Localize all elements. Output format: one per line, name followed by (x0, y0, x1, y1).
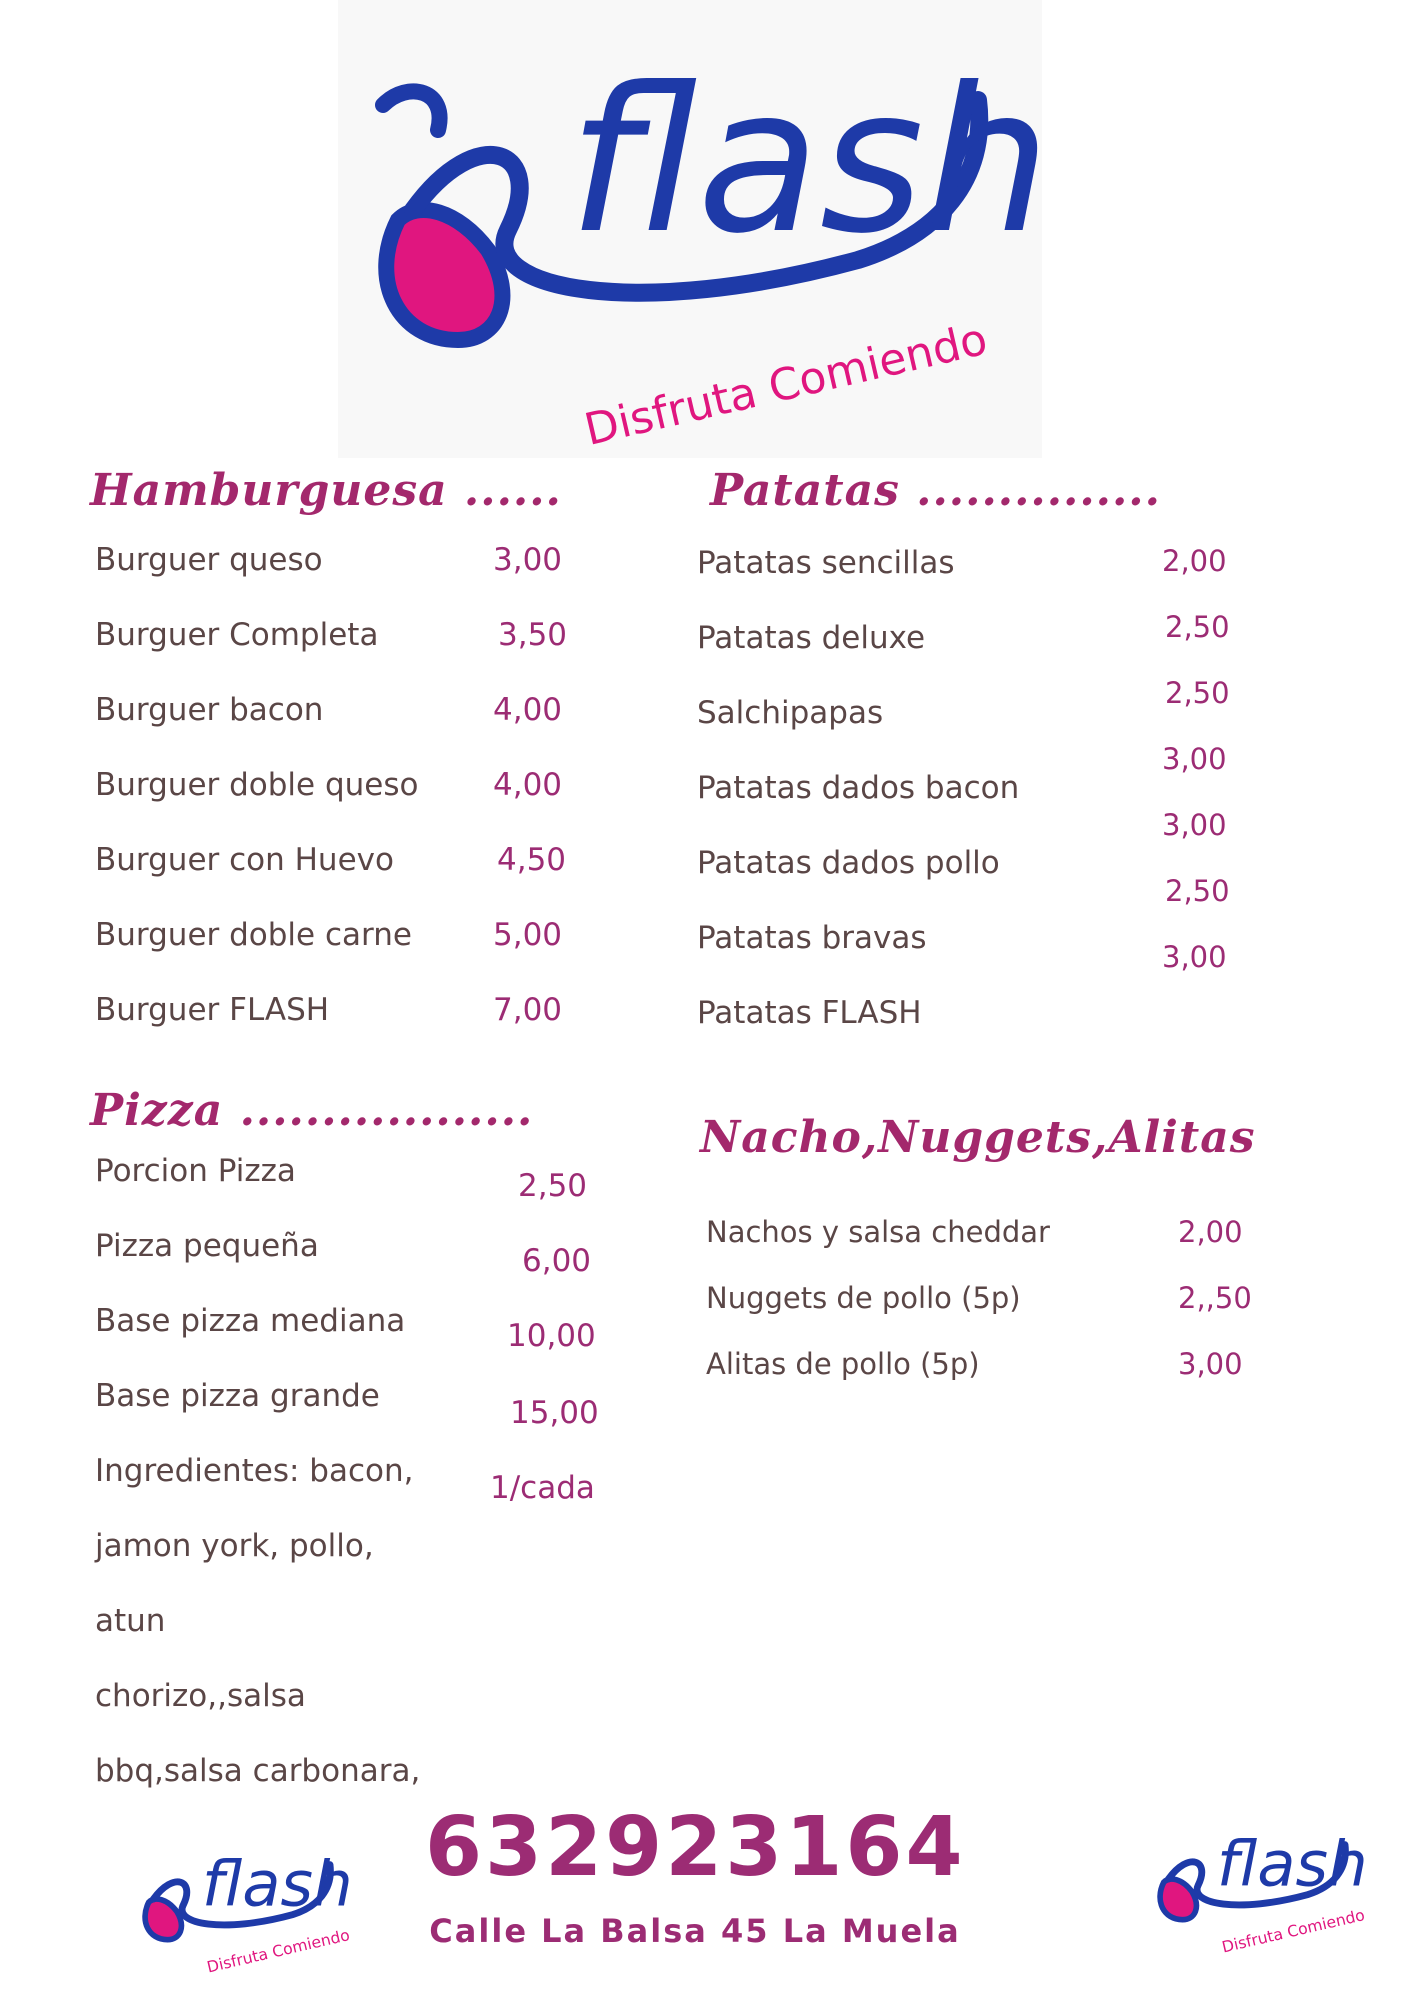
menu-price: 2,50 (1165, 874, 1230, 908)
menu-item: Burguer con Huevo (95, 842, 394, 878)
svg-text:Disfruta Comiendo: Disfruta Comiendo (579, 313, 993, 456)
menu-item: Burguer FLASH (95, 992, 330, 1028)
menu-item: Patatas deluxe (697, 620, 926, 656)
phone-number: 632923164 (425, 1800, 966, 1895)
menu-price: 5,00 (493, 917, 563, 953)
menu-price: 2,50 (1165, 676, 1230, 710)
flash-logo-icon (1145, 1810, 1365, 1960)
menu-price: 3,00 (493, 542, 563, 578)
menu-item: Salchipapas (697, 695, 884, 731)
menu-item: Porcion Pizza (95, 1153, 296, 1189)
menu-price: 3,00 (1162, 742, 1227, 776)
menu-item: Patatas FLASH (697, 995, 922, 1031)
menu-item: Patatas sencillas (697, 545, 955, 581)
menu-price: 4,50 (497, 842, 567, 878)
pizza-heading: Pizza .................. (90, 1085, 534, 1136)
menu-item: Pizza pequeña (95, 1228, 319, 1264)
menu-price: 10,00 (507, 1318, 596, 1354)
menu-price: 2,,50 (1178, 1281, 1252, 1315)
menu-price: 3,00 (1162, 940, 1227, 974)
menu-item: Burguer bacon (95, 692, 324, 728)
menu-item: Burguer Completa (95, 617, 379, 653)
menu-item: Nachos y salsa cheddar (706, 1215, 1050, 1249)
menu-item: Alitas de pollo (5p) (706, 1347, 980, 1381)
svg-text:Disfruta Comiendo: Disfruta Comiendo (205, 1926, 350, 1977)
menu-price: 1/cada (490, 1470, 595, 1506)
patatas-heading: Patatas ............... (710, 465, 1161, 516)
menu-item: Nuggets de pollo (5p) (706, 1281, 1021, 1315)
main-logo (338, 0, 1042, 458)
svg-text:flash: flash (1216, 1827, 1365, 1901)
menu-price: 2,50 (518, 1168, 588, 1204)
address: Calle La Balsa 45 La Muela (429, 1912, 961, 1950)
ingredient-line: atun (95, 1603, 166, 1639)
menu-price: 3,00 (1178, 1347, 1243, 1381)
menu-price: 15,00 (510, 1395, 599, 1431)
menu-price: 2,00 (1162, 544, 1227, 578)
ingredient-line: jamon york, pollo, (95, 1528, 374, 1564)
menu-price: 3,50 (498, 617, 568, 653)
menu-price: 6,00 (522, 1243, 592, 1279)
ingredient-line: bbq,salsa carbonara, (95, 1753, 421, 1789)
menu-item: Base pizza grande (95, 1378, 380, 1414)
menu-item: Base pizza mediana (95, 1303, 406, 1339)
menu-price: 2,00 (1178, 1215, 1243, 1249)
footer-logo-left (130, 1830, 350, 1980)
menu-price: 4,00 (493, 692, 563, 728)
nachos-heading: Nacho,Nuggets,Alitas (700, 1112, 1256, 1163)
flash-logo-icon (130, 1830, 350, 1980)
ingredient-line: chorizo,,salsa (95, 1678, 306, 1714)
menu-item: Ingredientes: bacon, (95, 1453, 414, 1489)
menu-item: Burguer queso (95, 542, 323, 578)
menu-price: 2,50 (1165, 610, 1230, 644)
svg-text:flash: flash (568, 45, 1042, 278)
menu-price: 4,00 (493, 767, 563, 803)
svg-text:flash: flash (201, 1847, 350, 1921)
menu-price: 7,00 (493, 992, 563, 1028)
menu-item: Patatas bravas (697, 920, 927, 956)
footer-logo-right (1145, 1810, 1365, 1960)
flash-logo-icon (338, 0, 1042, 458)
svg-text:Disfruta Comiendo: Disfruta Comiendo (1220, 1906, 1365, 1957)
menu-item: Burguer doble queso (95, 767, 419, 803)
menu-price: 3,00 (1162, 808, 1227, 842)
hamburguesa-heading: Hamburguesa ...... (90, 465, 562, 516)
menu-item: Patatas dados bacon (697, 770, 1020, 806)
menu-item: Burguer doble carne (95, 917, 412, 953)
menu-item: Patatas dados pollo (697, 845, 1000, 881)
